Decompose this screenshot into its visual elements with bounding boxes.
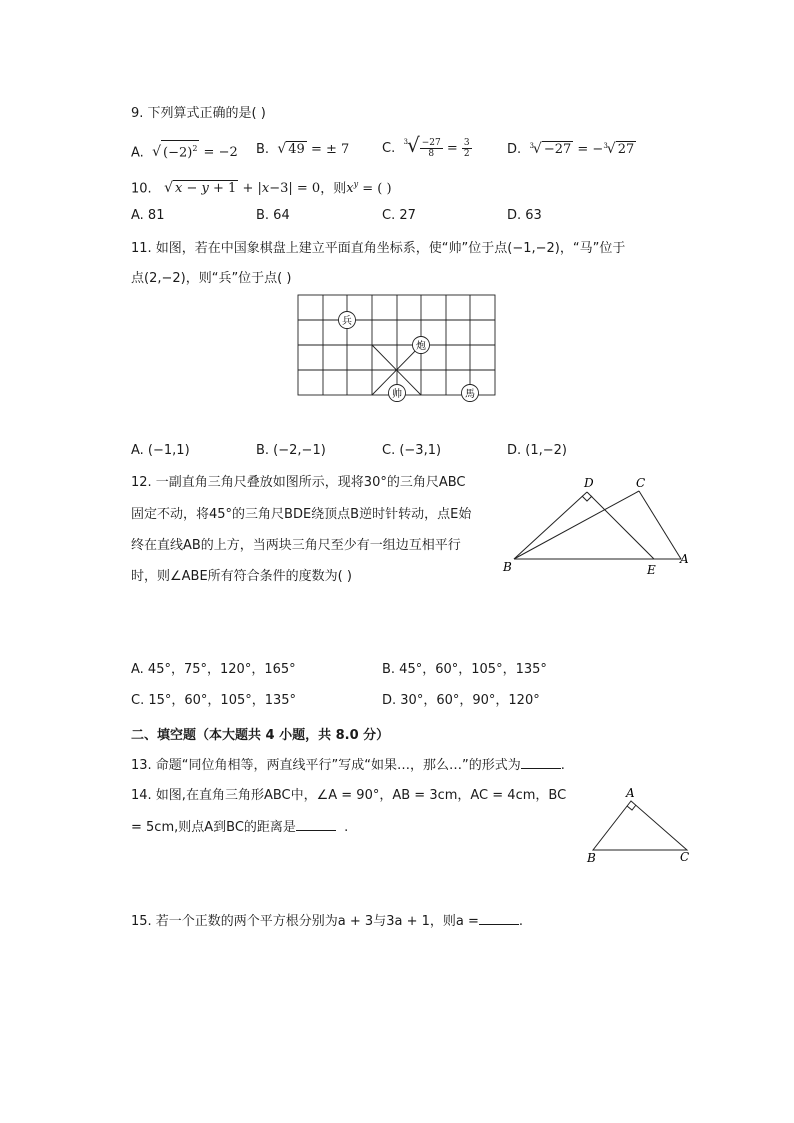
q13-text: 13. 命题“同位角相等，两直线平行”写成“如果…，那么…”的形式为: [131, 758, 521, 773]
q14-end: .: [344, 820, 349, 835]
q11-option-c[interactable]: C. (−3,1): [382, 443, 442, 458]
label-point-b: B: [587, 851, 596, 865]
q12-option-d[interactable]: D. 30°，60°，90°，120°: [382, 693, 540, 708]
q10-option-a[interactable]: A. 81: [131, 208, 165, 223]
piece-shuai: [389, 385, 406, 402]
label-point-e: E: [647, 563, 656, 577]
q9-option-b-label: B.: [256, 142, 270, 157]
q11-option-d[interactable]: D. (1,−2): [507, 443, 567, 458]
q9-option-a[interactable]: [131, 140, 238, 162]
label-point-c: C: [636, 476, 646, 490]
q10-tail: ，则: [320, 181, 347, 197]
q13-end: .: [560, 758, 565, 773]
q9-option-d[interactable]: [507, 140, 636, 159]
q10-stem: [131, 176, 392, 198]
q14-line2: = 5cm,则点A到BC的距离是: [131, 820, 296, 835]
q12-line4: 时，则∠ABE所有符合条件的度数为( ): [131, 569, 352, 584]
chessboard-figure: [290, 288, 505, 403]
q15-stem: [131, 912, 523, 931]
q13-answer-blank[interactable]: [521, 756, 561, 769]
q10-number: 10.: [131, 181, 152, 197]
q15-end: .: [518, 914, 523, 929]
q11-option-b[interactable]: B. (−2,−1): [256, 443, 326, 458]
piece-ma: [462, 385, 479, 402]
section-fill-in-title: 二、填空题（本大题共 4 小题，共 8.0 分）: [131, 728, 390, 743]
q12-option-a[interactable]: A. 45°，75°，120°，165°: [131, 662, 296, 677]
label-point-a: A: [680, 552, 689, 566]
q9-option-a-label: A.: [131, 145, 144, 161]
label-point-c: C: [680, 850, 690, 864]
triangle-rulers-lines: [514, 491, 681, 559]
q12-line2: 固定不动，将45°的三角尺BDE绕顶点B逆时针转动，点E始: [131, 507, 472, 522]
q10-formula: √ x − y + 1 + |x−3| = 0: [164, 180, 321, 197]
q12-option-b[interactable]: B. 45°，60°，105°，135°: [382, 662, 547, 677]
q9-option-a-formula: √ $(-2)^2 = -2$: [148, 145, 238, 160]
triangle-rulers-figure: [498, 470, 698, 580]
q10-option-d[interactable]: D. 63: [507, 208, 542, 223]
q9-option-c[interactable]: [382, 133, 472, 159]
q9-option-c-label: C.: [382, 141, 396, 156]
q9-option-d-label: D.: [507, 142, 522, 157]
piece-bing-label: 兵: [342, 316, 352, 327]
right-triangle-lines: [593, 801, 687, 850]
q12-line3: 终在直线AB的上方，当两块三角尺至少有一组边互相平行: [131, 538, 461, 553]
q14-line2-wrap: [131, 818, 348, 837]
label-point-a: A: [626, 786, 635, 800]
q12-line1: 12. 一副直角三角尺叠放如图所示，现将30°的三角尺ABC: [131, 475, 466, 490]
q12-option-c[interactable]: C. 15°，60°，105°，135°: [131, 693, 297, 708]
piece-bing: [339, 312, 356, 329]
q10-expression: $x^y$: [346, 180, 359, 197]
q10-option-b[interactable]: B. 64: [256, 208, 290, 223]
right-triangle-figure: [583, 784, 698, 866]
q9-option-b[interactable]: [256, 140, 349, 159]
q9-option-d-formula: $^3$√ −27 = −$^3$√ 27: [529, 141, 635, 157]
q15-answer-blank[interactable]: [479, 912, 519, 925]
piece-pao: [413, 337, 430, 354]
q10-option-c[interactable]: C. 27: [382, 208, 416, 223]
q10-paren: = ( ): [358, 181, 392, 197]
q11-option-a[interactable]: A. (−1,1): [131, 443, 190, 458]
piece-ma-label: 馬: [465, 389, 475, 400]
piece-pao-label: 炮: [416, 341, 426, 352]
q15-text: 15. 若一个正数的两个平方根分别为a + 3与3a + 1，则a =: [131, 914, 479, 929]
q14-line1: 14. 如图,在直角三角形ABC中，∠A = 90°，AB = 3cm，AC = 4cm，BC: [131, 788, 567, 803]
piece-shuai-label: 帅: [392, 389, 402, 400]
q11-line1: 11. 如图，若在中国象棋盘上建立平面直角坐标系，使“帅”位于点(−1,−2)，“马”位于: [131, 241, 626, 256]
label-point-b: B: [503, 560, 512, 574]
q14-answer-blank[interactable]: [296, 818, 336, 831]
chessboard-grid: [298, 295, 495, 395]
q11-line2: 点(2,−2)，则“兵”位于点( ): [131, 271, 292, 286]
q9-stem: 9. 下列算式正确的是( ): [131, 106, 266, 121]
q9-option-c-formula: $^3$√ $\frac{-27}{8}$ = $\frac{3}{2}$: [403, 133, 470, 159]
label-point-d: D: [584, 476, 594, 490]
q13-stem: [131, 756, 565, 775]
q9-option-b-formula: √ 49 = ± 7: [277, 141, 350, 157]
